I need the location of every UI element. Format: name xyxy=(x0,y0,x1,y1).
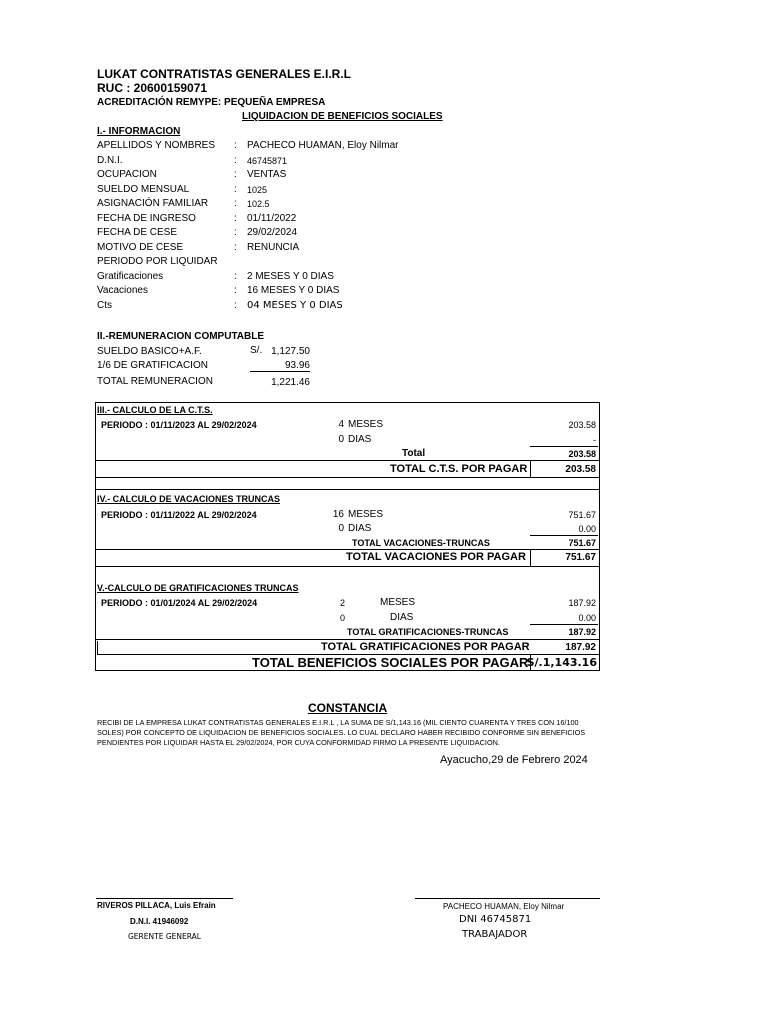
company-accreditation: ACREDITACIÓN REMYPE: PEQUEÑA EMPRESA xyxy=(97,97,326,108)
info-label: FECHA DE CESE xyxy=(97,227,178,238)
document-title: LIQUIDACION DE BENEFICIOS SOCIALES xyxy=(242,111,443,122)
grat-period-label: PERIODO : 01/01/2024 AL 29/02/2024 xyxy=(101,598,258,608)
grat-days-label: DIAS xyxy=(390,612,414,623)
place-date: Ayacucho,29 de Febrero 2024 xyxy=(440,754,588,766)
info-label: PERIODO POR LIQUIDAR xyxy=(97,256,218,267)
constancia-line-1: RECIBI DE LA EMPRESA LUKAT CONTRATISTAS GENERALES E.I.R.L , LA SUMA DE S/1,143.16 (MIL CIENTO CUARENTA Y TRES CON 16/100 xyxy=(97,718,579,727)
grat-total-value: 187.92 xyxy=(568,627,596,637)
vac-months-value: 751.67 xyxy=(568,510,596,520)
calc-box-left xyxy=(95,402,96,671)
info-separator: : xyxy=(234,140,237,151)
cts-total-value: 203.58 xyxy=(568,449,596,459)
info-label: APELLIDOS Y NOMBRES xyxy=(97,140,216,151)
grat-days-value: 0.00 xyxy=(578,613,596,623)
cts-grand-bottom xyxy=(95,477,600,478)
info-label: OCUPACION xyxy=(97,169,157,180)
calc-box-top xyxy=(95,402,600,403)
info-label: ASIGNACIÓN FAMILIAR xyxy=(97,198,209,209)
worker-role: TRABAJADOR xyxy=(462,929,528,940)
vac-days-label: DIAS xyxy=(348,523,372,534)
cts-months-label: MESES xyxy=(348,419,384,430)
info-value: 102.5 xyxy=(247,199,270,209)
grat-grand-value: 187.92 xyxy=(565,642,596,653)
grat-months-label: MESES xyxy=(380,597,416,608)
vac-months-label: MESES xyxy=(348,509,384,520)
info-value: 46745871 xyxy=(247,155,288,166)
employer-dni: D.N.I. 41946092 xyxy=(130,917,189,926)
info-separator: : xyxy=(234,227,237,238)
employer-role: GERENTE GENERAL xyxy=(128,932,201,941)
vac-grand-bottom xyxy=(95,566,600,567)
info-label: MOTIVO DE CESE xyxy=(97,241,184,253)
company-name: LUKAT CONTRATISTAS GENERALES E.I.R.L xyxy=(97,67,351,81)
grat-grand-left-inner xyxy=(97,641,98,655)
cts-days-value: - xyxy=(593,435,596,445)
info-label: FECHA DE INGRESO xyxy=(97,212,196,224)
vac-grand-value: 751.67 xyxy=(565,552,596,563)
constancia-line-2: SOLES) POR CONCEPTO DE LIQUIDACION DE BENEFICIOS SOCIALES. LO CUAL DECLARO HABER RECIBIDO CONFORME SIN BENEFICIOS xyxy=(97,728,586,737)
grat-grand-label: TOTAL GRATIFICACIONES POR PAGAR xyxy=(321,641,530,653)
cts-section-title: III.- CALCULO DE LA C.T.S. xyxy=(97,405,213,415)
info-separator: : xyxy=(234,270,237,282)
grat-total-label: TOTAL GRATIFICACIONES-TRUNCAS xyxy=(347,627,509,637)
info-value: VENTAS xyxy=(247,169,287,180)
vac-sub-line xyxy=(530,535,598,536)
remun-currency: S/. xyxy=(250,345,263,356)
info-separator: : xyxy=(234,154,237,166)
info-value: 16 MESES Y 0 DIAS xyxy=(247,285,340,296)
info-separator: : xyxy=(234,241,237,253)
remun-underline xyxy=(250,371,310,372)
info-label: Gratificaciones xyxy=(97,270,164,282)
calc-box-bottom xyxy=(95,670,600,671)
vac-grand-label: TOTAL VACACIONES POR PAGAR xyxy=(346,551,526,563)
info-value: RENUNCIA xyxy=(247,241,300,253)
remun-basic-label: SUELDO BASICO+A.F. xyxy=(97,346,202,357)
info-separator: : xyxy=(234,299,237,311)
cts-grand-label: TOTAL C.T.S. POR PAGAR xyxy=(390,463,528,475)
calc-box-right xyxy=(599,402,600,671)
vac-period-label: PERIODO : 01/11/2022 AL 29/02/2024 xyxy=(101,510,257,520)
info-value: 1025 xyxy=(247,184,268,195)
company-ruc: RUC : 20600159071 xyxy=(97,81,208,95)
info-label: Vacaciones xyxy=(97,285,148,296)
info-separator: : xyxy=(234,212,237,224)
vac-months-n: 16 xyxy=(332,509,344,520)
info-value: 04 MESES Y 0 DIAS xyxy=(247,299,343,311)
worker-dni: DNI 46745871 xyxy=(459,914,532,925)
remun-grat-label: 1/6 DE GRATIFICACION xyxy=(97,360,208,371)
remun-basic-value: 1,127.50 xyxy=(271,346,310,357)
vac-grand-top xyxy=(95,549,600,550)
signature-line-employer xyxy=(96,898,233,899)
cts-months-value: 203.58 xyxy=(568,420,596,430)
info-label: D.N.I. xyxy=(97,154,123,166)
grat-months-value: 187.92 xyxy=(568,598,596,608)
remun-grat-value: 93.96 xyxy=(284,360,310,371)
vac-days-n: 0 xyxy=(338,523,344,534)
worker-name: PACHECO HUAMAN, Eloy Nilmar xyxy=(443,902,565,911)
info-section-title: I.- INFORMACION xyxy=(97,126,181,137)
grat-section-title: V.-CALCULO DE GRATIFICACIONES TRUNCAS xyxy=(97,583,299,593)
info-value: PACHECO HUAMAN, Eloy Nilmar xyxy=(247,140,399,151)
info-separator: : xyxy=(234,169,237,180)
info-separator: : xyxy=(234,183,237,195)
summary-label: TOTAL BENEFICIOS SOCIALES POR PAGAR xyxy=(252,655,529,670)
grat-grand-top xyxy=(95,639,600,640)
cts-days-n: 0 xyxy=(338,434,344,445)
info-value: 29/02/2024 xyxy=(247,227,298,238)
info-separator: : xyxy=(234,198,237,209)
info-value: 01/11/2022 xyxy=(247,212,297,224)
signature-line-worker xyxy=(415,898,600,899)
grat-sub-line xyxy=(530,624,598,625)
remun-section-title: II.-REMUNERACION COMPUTABLE xyxy=(97,331,265,342)
cts-total-label: Total xyxy=(402,448,426,459)
vac-section-top xyxy=(95,489,600,490)
info-value: 2 MESES Y 0 DIAS xyxy=(247,270,334,282)
vac-total-value: 751.67 xyxy=(568,538,596,548)
grat-months-n: 2 xyxy=(340,598,346,608)
remun-total-value: 1,221.46 xyxy=(271,377,310,388)
cts-days-label: DIAS xyxy=(348,434,372,445)
vac-days-value: 0.00 xyxy=(578,524,596,534)
grat-days-n: 0 xyxy=(340,613,346,623)
info-label: Cts xyxy=(97,299,112,311)
cts-sub-line xyxy=(530,446,598,447)
vac-total-label: TOTAL VACACIONES-TRUNCAS xyxy=(352,538,490,548)
employer-name: RIVEROS PILLACA, Luis Efrain xyxy=(97,901,216,910)
cts-period-label: PERIODO : 01/11/2023 AL 29/02/2024 xyxy=(101,420,257,430)
constancia-title: CONSTANCIA xyxy=(308,701,388,715)
cts-grand-top xyxy=(95,460,600,461)
constancia-line-3: PENDIENTES POR LIQUIDAR HASTA EL 29/02/2024, POR CUYA CONFORMIDAD FIRMO LA PRESENTE LIQUIDACION. xyxy=(97,738,500,747)
cts-grand-value: 203.58 xyxy=(565,464,596,475)
vac-section-title: IV.- CALCULO DE VACACIONES TRUNCAS xyxy=(97,494,281,504)
remun-total-label: TOTAL REMUNERACION xyxy=(97,376,213,387)
cts-months-n: 4 xyxy=(338,419,344,430)
summary-value: S/.1,143.16 xyxy=(526,656,597,669)
info-separator: : xyxy=(234,285,237,296)
info-label: SUELDO MENSUAL xyxy=(97,183,190,195)
